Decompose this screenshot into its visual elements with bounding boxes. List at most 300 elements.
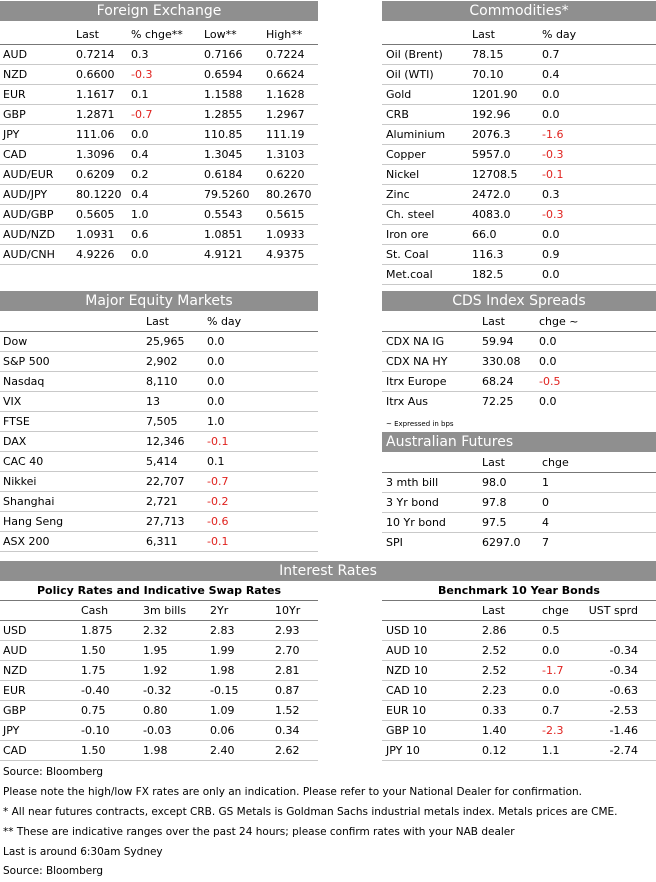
- table-cell: 0.6184: [204, 168, 243, 181]
- table-row: [382, 493, 656, 513]
- table-cell: 116.3: [472, 248, 504, 261]
- table-cell: 1.50: [81, 644, 106, 657]
- cds-table: [382, 312, 656, 412]
- table-header-row: [0, 601, 318, 621]
- table-cell: 2.32: [143, 624, 168, 637]
- table-cell: 0.9: [542, 248, 560, 261]
- table-row: [0, 412, 318, 432]
- table-cell: 1.09: [210, 704, 235, 717]
- table-row: [0, 125, 318, 145]
- row-label: JPY 10: [386, 744, 420, 757]
- table-cell: -1.7: [542, 664, 564, 677]
- table-row: [0, 165, 318, 185]
- table-cell: 0.3: [131, 48, 149, 61]
- table-cell: 1.0931: [76, 228, 115, 241]
- row-label: Gold: [386, 88, 412, 101]
- row-label: AUD/JPY: [3, 188, 48, 201]
- row-label: 3 mth bill: [386, 476, 439, 489]
- table-cell: 330.08: [482, 355, 521, 368]
- table-cell: 1.1617: [76, 88, 115, 101]
- table-cell: 78.15: [472, 48, 504, 61]
- table-row: [382, 65, 656, 85]
- table-cell: 0.1: [131, 88, 149, 101]
- table-row: [382, 165, 656, 185]
- table-cell: 0.80: [143, 704, 168, 717]
- column-header: chge: [542, 456, 569, 469]
- table-cell: 1.99: [210, 644, 235, 657]
- column-header: 3m bills: [143, 604, 187, 617]
- table-row: [0, 45, 318, 65]
- table-cell: -0.7: [131, 108, 153, 121]
- row-label: ASX 200: [3, 535, 50, 548]
- row-label: Oil (Brent): [386, 48, 443, 61]
- row-label: Dow: [3, 335, 28, 348]
- row-label: GBP: [3, 704, 26, 717]
- table-cell: 0.6: [131, 228, 149, 241]
- row-label: Itrx Aus: [386, 395, 429, 408]
- table-cell: 0.3: [542, 188, 560, 201]
- row-label: FTSE: [3, 415, 30, 428]
- table-cell: -0.40: [81, 684, 110, 697]
- table-row: [382, 661, 656, 681]
- table-cell: 5,414: [146, 455, 178, 468]
- table-cell: 98.0: [482, 476, 507, 489]
- row-label: S&P 500: [3, 355, 50, 368]
- table-cell: 111.06: [76, 128, 115, 141]
- footnote-futures-note: * All near futures contracts, except CRB. GS Metals is Goldman Sachs industrial metals index. Metals prices are CME.: [3, 806, 618, 818]
- table-cell: 1.40: [482, 724, 507, 737]
- row-label: Met.coal: [386, 268, 433, 281]
- row-label: GBP 10: [386, 724, 427, 737]
- row-label: Ch. steel: [386, 208, 435, 221]
- row-label: CAC 40: [3, 455, 44, 468]
- table-row: [0, 741, 318, 761]
- cds-title: CDS Index Spreads: [382, 291, 656, 311]
- row-label: GBP: [3, 108, 26, 121]
- row-label: CRB: [386, 108, 409, 121]
- table-cell: 0.7: [542, 48, 560, 61]
- table-row: [0, 721, 318, 741]
- table-cell: 0.0: [207, 395, 225, 408]
- column-header: chge: [542, 604, 569, 617]
- table-cell: 0.33: [482, 704, 507, 717]
- table-cell: -0.3: [542, 208, 564, 221]
- table-row: [0, 661, 318, 681]
- table-cell: 2076.3: [472, 128, 511, 141]
- column-header: High**: [266, 28, 303, 41]
- table-row: [0, 472, 318, 492]
- table-cell: 97.8: [482, 496, 507, 509]
- table-row: [382, 85, 656, 105]
- table-cell: 2.83: [210, 624, 235, 637]
- table-cell: 1.2967: [266, 108, 305, 121]
- table-cell: 182.5: [472, 268, 504, 281]
- table-cell: 0.4: [131, 188, 149, 201]
- table-cell: -1.6: [542, 128, 564, 141]
- commodities-title: Commodities*: [382, 1, 656, 21]
- table-cell: -0.7: [207, 475, 229, 488]
- table-cell: 4.9121: [204, 248, 243, 261]
- row-label: JPY: [3, 128, 20, 141]
- table-row: [382, 245, 656, 265]
- row-label: Nickel: [386, 168, 420, 181]
- table-cell: 1.1628: [266, 88, 305, 101]
- table-row: [382, 721, 656, 741]
- table-cell: 1.1: [542, 744, 560, 757]
- table-row: [0, 332, 318, 352]
- table-cell: 1.0: [207, 415, 225, 428]
- policy-table: [0, 601, 318, 761]
- footnote-source-1: Source: Bloomberg: [3, 766, 104, 778]
- table-row: [382, 701, 656, 721]
- table-cell: 2.40: [210, 744, 235, 757]
- row-label: NZD 10: [386, 664, 428, 677]
- table-cell: 80.2670: [266, 188, 312, 201]
- table-row: [382, 392, 656, 412]
- table-cell: -2.3: [542, 724, 564, 737]
- table-cell: 70.10: [472, 68, 504, 81]
- table-header-row: [382, 312, 656, 332]
- table-header-row: [0, 312, 318, 332]
- row-label: AUD/GBP: [3, 208, 54, 221]
- table-cell: -0.03: [143, 724, 172, 737]
- table-cell: 0.7166: [204, 48, 243, 61]
- policy-title: Policy Rates and Indicative Swap Rates: [37, 584, 281, 597]
- table-cell: 66.0: [472, 228, 497, 241]
- table-cell: 2.93: [275, 624, 300, 637]
- table-cell: -0.10: [81, 724, 110, 737]
- row-label: DAX: [3, 435, 27, 448]
- column-header: Last: [472, 28, 495, 41]
- table-cell: 1.98: [143, 744, 168, 757]
- row-label: 10 Yr bond: [386, 516, 446, 529]
- table-cell: 2.70: [275, 644, 300, 657]
- table-cell: 0.0: [539, 355, 557, 368]
- row-label: AUD/NZD: [3, 228, 55, 241]
- table-cell: 1201.90: [472, 88, 518, 101]
- table-cell: 0.6600: [76, 68, 115, 81]
- table-cell: 192.96: [472, 108, 511, 121]
- table-cell: -0.6: [207, 515, 229, 528]
- table-row: [382, 533, 656, 553]
- table-cell: 1.2855: [204, 108, 243, 121]
- row-label: CDX NA IG: [386, 335, 445, 348]
- table-cell: 97.5: [482, 516, 507, 529]
- table-row: [382, 145, 656, 165]
- table-row: [0, 532, 318, 552]
- table-cell: -0.32: [143, 684, 172, 697]
- table-cell: -0.1: [207, 535, 229, 548]
- table-row: [0, 512, 318, 532]
- row-label: USD: [3, 624, 27, 637]
- table-cell: 111.19: [266, 128, 305, 141]
- footnote-time-note: Last is around 6:30am Sydney: [3, 846, 163, 858]
- table-cell: 0.4: [542, 68, 560, 81]
- table-row: [382, 332, 656, 352]
- table-cell: 22,707: [146, 475, 185, 488]
- table-header-row: [382, 453, 656, 473]
- table-cell: 0.0: [131, 248, 149, 261]
- row-label: EUR 10: [386, 704, 427, 717]
- row-label: Itrx Europe: [386, 375, 447, 388]
- table-row: [382, 621, 656, 641]
- table-cell: -0.2: [207, 495, 229, 508]
- table-row: [382, 45, 656, 65]
- table-row: [382, 265, 656, 285]
- column-header: 10Yr: [275, 604, 301, 617]
- fx-table: [0, 25, 318, 265]
- table-cell: 59.94: [482, 335, 514, 348]
- table-cell: 0.0: [539, 395, 557, 408]
- table-cell: 0.0: [539, 335, 557, 348]
- table-cell: 0.6594: [204, 68, 243, 81]
- row-label: Nasdaq: [3, 375, 45, 388]
- table-cell: 0: [542, 496, 549, 509]
- table-row: [382, 513, 656, 533]
- table-cell: 1.3045: [204, 148, 243, 161]
- futures-table: [382, 453, 656, 553]
- row-label: Shanghai: [3, 495, 55, 508]
- table-cell: 2.52: [482, 644, 507, 657]
- row-label: AUD/CNH: [3, 248, 55, 261]
- column-header: Last: [146, 315, 169, 328]
- row-label: CAD 10: [386, 684, 428, 697]
- table-row: [0, 85, 318, 105]
- table-cell: 4083.0: [472, 208, 511, 221]
- table-row: [382, 225, 656, 245]
- table-row: [0, 621, 318, 641]
- table-cell: 0.7224: [266, 48, 305, 61]
- row-label: Copper: [386, 148, 426, 161]
- footnote-fx-note: Please note the high/low FX rates are only an indication. Please refer to your National Dealer for confirmation.: [3, 786, 583, 798]
- table-cell: 1.52: [275, 704, 300, 717]
- row-label: EUR: [3, 684, 26, 697]
- row-label: EUR: [3, 88, 26, 101]
- table-row: [0, 205, 318, 225]
- table-cell: 0.06: [210, 724, 235, 737]
- table-row: [0, 145, 318, 165]
- table-cell: 0.0: [542, 644, 560, 657]
- table-cell: 2.52: [482, 664, 507, 677]
- table-cell: 0.5: [542, 624, 560, 637]
- table-cell: 13: [146, 395, 160, 408]
- bonds-title: Benchmark 10 Year Bonds: [438, 584, 600, 597]
- table-cell: 12708.5: [472, 168, 518, 181]
- table-cell: 1.98: [210, 664, 235, 677]
- futures-title: Australian Futures: [382, 432, 656, 452]
- table-cell: 1.1588: [204, 88, 243, 101]
- table-row: [382, 185, 656, 205]
- column-header: UST sprd: [588, 604, 638, 617]
- footnote-source-2: Source: Bloomberg: [3, 865, 104, 877]
- column-header: % day: [207, 315, 242, 328]
- column-header: % day: [542, 28, 577, 41]
- table-cell: -1.46: [609, 724, 638, 737]
- cds-note: ~ Expressed in bps: [386, 420, 454, 428]
- table-cell: -2.74: [609, 744, 638, 757]
- table-cell: 2472.0: [472, 188, 511, 201]
- table-cell: 4.9226: [76, 248, 115, 261]
- table-cell: 0.6209: [76, 168, 115, 181]
- row-label: JPY: [3, 724, 20, 737]
- table-cell: 1.3103: [266, 148, 305, 161]
- footnote-ranges-note: ** These are indicative ranges over the past 24 hours; please confirm rates with your NAB dealer: [3, 826, 515, 838]
- row-label: AUD/EUR: [3, 168, 54, 181]
- table-cell: 0.5543: [204, 208, 243, 221]
- table-cell: 0.0: [542, 684, 560, 697]
- table-row: [0, 185, 318, 205]
- table-cell: 1.0: [131, 208, 149, 221]
- table-cell: 1.50: [81, 744, 106, 757]
- table-header-row: [382, 601, 656, 621]
- table-cell: -0.1: [542, 168, 564, 181]
- table-cell: 12,346: [146, 435, 185, 448]
- table-row: [0, 492, 318, 512]
- row-label: St. Coal: [386, 248, 429, 261]
- table-cell: 0.5615: [266, 208, 305, 221]
- table-cell: 1.75: [81, 664, 106, 677]
- table-cell: 1.3096: [76, 148, 115, 161]
- table-row: [0, 245, 318, 265]
- table-cell: 2,902: [146, 355, 178, 368]
- table-cell: 2.81: [275, 664, 300, 677]
- column-header: Last: [482, 456, 505, 469]
- table-cell: 0.6624: [266, 68, 305, 81]
- table-row: [0, 641, 318, 661]
- table-cell: -0.63: [609, 684, 638, 697]
- table-cell: 0.7: [542, 704, 560, 717]
- fx-title: Foreign Exchange: [0, 1, 318, 21]
- table-cell: 2,721: [146, 495, 178, 508]
- table-cell: 0.87: [275, 684, 300, 697]
- table-cell: 0.7214: [76, 48, 115, 61]
- table-cell: 0.2: [131, 168, 149, 181]
- row-label: Oil (WTI): [386, 68, 434, 81]
- table-row: [0, 372, 318, 392]
- equity-title: Major Equity Markets: [0, 291, 318, 311]
- table-cell: -2.53: [609, 704, 638, 717]
- table-row: [0, 352, 318, 372]
- column-header: Last: [76, 28, 99, 41]
- table-cell: 2.62: [275, 744, 300, 757]
- table-cell: 1: [542, 476, 549, 489]
- table-row: [0, 392, 318, 412]
- table-cell: 6,311: [146, 535, 178, 548]
- table-row: [382, 205, 656, 225]
- table-cell: 5957.0: [472, 148, 511, 161]
- table-row: [382, 681, 656, 701]
- table-cell: -0.34: [609, 644, 638, 657]
- table-cell: 1.92: [143, 664, 168, 677]
- table-cell: 0.1: [207, 455, 225, 468]
- row-label: AUD: [3, 48, 28, 61]
- table-cell: 0.0: [207, 375, 225, 388]
- table-cell: 1.2871: [76, 108, 115, 121]
- table-cell: -0.5: [539, 375, 561, 388]
- row-label: Aluminium: [386, 128, 446, 141]
- row-label: Hang Seng: [3, 515, 64, 528]
- table-cell: 1.95: [143, 644, 168, 657]
- column-header: Low**: [204, 28, 237, 41]
- table-cell: 6297.0: [482, 536, 521, 549]
- table-cell: 0.4: [131, 148, 149, 161]
- column-header: Cash: [81, 604, 109, 617]
- table-cell: 0.0: [131, 128, 149, 141]
- table-cell: 1.0851: [204, 228, 243, 241]
- row-label: VIX: [3, 395, 22, 408]
- row-label: Zinc: [386, 188, 410, 201]
- table-row: [382, 641, 656, 661]
- table-cell: 0.0: [207, 355, 225, 368]
- bonds-table: [382, 601, 656, 761]
- row-label: Iron ore: [386, 228, 429, 241]
- table-row: [0, 65, 318, 85]
- table-cell: 0.0: [542, 228, 560, 241]
- table-cell: 0.5605: [76, 208, 115, 221]
- table-cell: 68.24: [482, 375, 514, 388]
- table-row: [0, 701, 318, 721]
- table-cell: -0.3: [542, 148, 564, 161]
- row-label: NZD: [3, 664, 28, 677]
- table-cell: 0.0: [542, 268, 560, 281]
- table-cell: 110.85: [204, 128, 243, 141]
- table-cell: 4: [542, 516, 549, 529]
- table-row: [382, 473, 656, 493]
- column-header: Last: [482, 604, 505, 617]
- table-cell: 0.0: [542, 108, 560, 121]
- table-cell: 1.0933: [266, 228, 305, 241]
- table-cell: 0.12: [482, 744, 507, 757]
- table-cell: 2.23: [482, 684, 507, 697]
- table-cell: -0.1: [207, 435, 229, 448]
- column-header: 2Yr: [210, 604, 229, 617]
- table-row: [382, 741, 656, 761]
- table-cell: -0.15: [210, 684, 239, 697]
- table-cell: 4.9375: [266, 248, 305, 261]
- table-cell: 1.875: [81, 624, 113, 637]
- row-label: AUD: [3, 644, 28, 657]
- table-cell: 7,505: [146, 415, 178, 428]
- row-label: 3 Yr bond: [386, 496, 439, 509]
- commodities-table: [382, 25, 656, 285]
- table-row: [382, 105, 656, 125]
- table-row: [382, 352, 656, 372]
- table-cell: 0.0: [207, 335, 225, 348]
- table-cell: 79.5260: [204, 188, 250, 201]
- table-cell: 8,110: [146, 375, 178, 388]
- table-row: [0, 225, 318, 245]
- row-label: NZD: [3, 68, 28, 81]
- table-row: [382, 125, 656, 145]
- table-cell: 25,965: [146, 335, 185, 348]
- column-header: % chge**: [131, 28, 183, 41]
- row-label: SPI: [386, 536, 403, 549]
- row-label: CDX NA HY: [386, 355, 448, 368]
- table-cell: -0.34: [609, 664, 638, 677]
- table-row: [382, 372, 656, 392]
- table-row: [0, 681, 318, 701]
- row-label: Nikkei: [3, 475, 37, 488]
- table-row: [0, 452, 318, 472]
- row-label: CAD: [3, 744, 27, 757]
- table-cell: 0.0: [542, 88, 560, 101]
- row-label: AUD 10: [386, 644, 428, 657]
- table-cell: 27,713: [146, 515, 185, 528]
- table-header-row: [0, 25, 318, 45]
- table-row: [0, 105, 318, 125]
- row-label: USD 10: [386, 624, 427, 637]
- table-row: [0, 432, 318, 452]
